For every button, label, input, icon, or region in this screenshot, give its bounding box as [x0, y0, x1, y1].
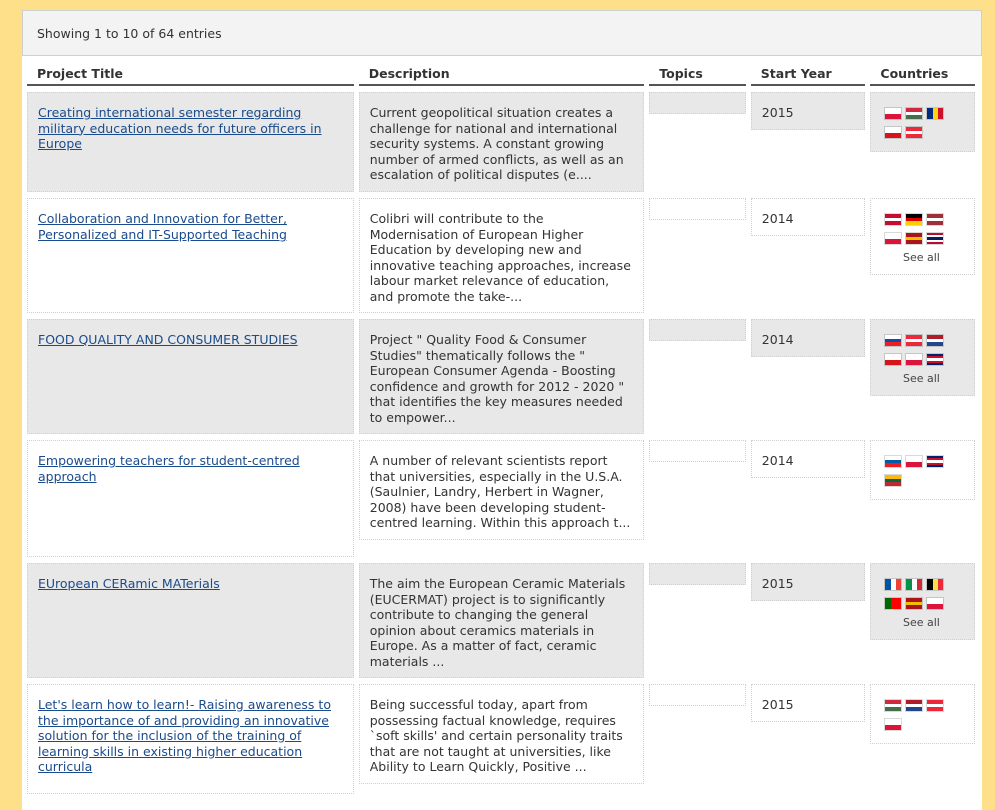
- start-year-cell: 2014: [751, 198, 866, 236]
- austria-flag-icon: [906, 335, 922, 346]
- entries-info: Showing 1 to 10 of 64 entries: [22, 10, 982, 56]
- norway-flag-icon: [927, 233, 943, 244]
- uk-flag-icon: [927, 354, 943, 365]
- countries-cell: [870, 684, 975, 744]
- table-header-row: [27, 56, 975, 86]
- italy-flag-icon: [906, 579, 922, 590]
- project-title-cell: [27, 198, 354, 313]
- country-flags: [881, 453, 963, 491]
- project-title-link[interactable]: EUropean CERamic MATerials: [38, 576, 220, 591]
- uk-flag-icon: [927, 456, 943, 467]
- poland-flag-icon: [927, 598, 943, 609]
- projects-panel: [22, 10, 982, 810]
- start-year-cell: 2015: [751, 92, 866, 130]
- project-title-link[interactable]: Empowering teachers for student-centred approach: [38, 453, 300, 484]
- project-title-cell: [27, 440, 354, 557]
- country-flags: [881, 697, 963, 735]
- table-row: [27, 92, 975, 192]
- header-countries[interactable]: Countries: [870, 56, 975, 86]
- belgium-flag-icon: [927, 579, 943, 590]
- hungary-flag-icon: [885, 700, 901, 711]
- description-cell: Project " Quality Food & Consumer Studies" thematically follows the " European Consumer Agenda - Boosting confidence and growth for 2012 - 2020 " that identifies the key measures needed to empower...: [359, 319, 645, 434]
- see-all-link[interactable]: See all: [902, 251, 940, 264]
- country-flags: [881, 105, 963, 143]
- country-flags: [881, 332, 963, 370]
- project-title-link[interactable]: FOOD QUALITY AND CONSUMER STUDIES: [38, 332, 298, 347]
- header-start-year[interactable]: Start Year: [751, 56, 866, 86]
- project-title-cell: [27, 563, 354, 678]
- start-year-cell: 2014: [751, 440, 866, 478]
- poland-flag-icon: [906, 354, 922, 365]
- countries-cell: [870, 92, 975, 152]
- start-year-cell: 2015: [751, 563, 866, 601]
- project-title-link[interactable]: Let's learn how to learn!- Raising awareness to the importance of and providing an innovative solution for the inclusion of the training of learning skills in existing higher education curricula: [38, 697, 331, 774]
- germany-flag-icon: [906, 214, 922, 225]
- countries-cell: [870, 440, 975, 500]
- lithuania-flag-icon: [885, 475, 901, 486]
- header-project-title[interactable]: Project Title: [27, 56, 354, 86]
- see-all-link[interactable]: See all: [902, 372, 940, 385]
- austria-flag-icon: [927, 700, 943, 711]
- latvia-flag-icon: [927, 214, 943, 225]
- hungary-flag-icon: [906, 108, 922, 119]
- country-flags: [881, 576, 963, 614]
- netherlands-flag-icon: [906, 700, 922, 711]
- topics-cell: [649, 684, 746, 706]
- spain-flag-icon: [906, 598, 922, 609]
- spain-flag-icon: [906, 233, 922, 244]
- start-year-cell: 2015: [751, 684, 866, 722]
- slovakia-flag-icon: [885, 335, 901, 346]
- topics-cell: [649, 92, 746, 114]
- see-all-link[interactable]: See all: [902, 616, 940, 629]
- poland-flag-icon: [885, 108, 901, 119]
- czech-flag-icon: [885, 127, 901, 138]
- portugal-flag-icon: [885, 598, 901, 609]
- table-row: [27, 563, 975, 678]
- project-title-cell: [27, 319, 354, 434]
- poland-flag-icon: [885, 719, 901, 730]
- topics-cell: [649, 563, 746, 585]
- topics-cell: [649, 198, 746, 220]
- project-title-link[interactable]: Creating international semester regarding military education needs for future officers in Europe: [38, 105, 322, 151]
- table-row: [27, 319, 975, 434]
- table-row: [27, 684, 975, 794]
- france-flag-icon: [885, 579, 901, 590]
- description-cell: Being successful today, apart from possessing factual knowledge, requires `soft skills' and certain personality traits that are not taught at universities, like Ability to Learn Quickly, Positive ...: [359, 684, 645, 784]
- country-flags: [881, 211, 963, 249]
- netherlands-flag-icon: [927, 335, 943, 346]
- slovenia-flag-icon: [885, 456, 901, 467]
- table-row: [27, 440, 975, 557]
- project-title-cell: [27, 684, 354, 794]
- romania-flag-icon: [927, 108, 943, 119]
- countries-cell: [870, 563, 975, 640]
- description-cell: Colibri will contribute to the Modernisation of European Higher Education by developing new and innovative teaching approaches, increase labour market relevance of education, and promote the take-...: [359, 198, 645, 313]
- header-description[interactable]: Description: [359, 56, 645, 86]
- poland-flag-icon: [906, 456, 922, 467]
- description-cell: The aim the European Ceramic Materials (EUCERMAT) project is to significantly contribute to changing the general opinion about ceramics materials in Europe. As a matter of fact, ceramic materials ...: [359, 563, 645, 678]
- projects-table: [22, 56, 980, 794]
- header-topics[interactable]: Topics: [649, 56, 746, 86]
- topics-cell: [649, 440, 746, 462]
- project-title-cell: [27, 92, 354, 192]
- countries-cell: [870, 319, 975, 396]
- description-cell: A number of relevant scientists report that universities, especially in the U.S.A. (Saulnier, Landry, Herbert in Wagner, 2008) have been developing student-centred learning. Within this approach t...: [359, 440, 645, 540]
- denmark-flag-icon: [885, 214, 901, 225]
- countries-cell: [870, 198, 975, 275]
- topics-cell: [649, 319, 746, 341]
- start-year-cell: 2014: [751, 319, 866, 357]
- description-cell: Current geopolitical situation creates a challenge for national and international security systems. A constant growing number of armed conflicts, as well as an escalation of political disputes (e....: [359, 92, 645, 192]
- austria-flag-icon: [906, 127, 922, 138]
- poland-flag-icon: [885, 233, 901, 244]
- table-row: [27, 198, 975, 313]
- czech-flag-icon: [885, 354, 901, 365]
- project-title-link[interactable]: Collaboration and Innovation for Better, Personalized and IT-Supported Teaching: [38, 211, 287, 242]
